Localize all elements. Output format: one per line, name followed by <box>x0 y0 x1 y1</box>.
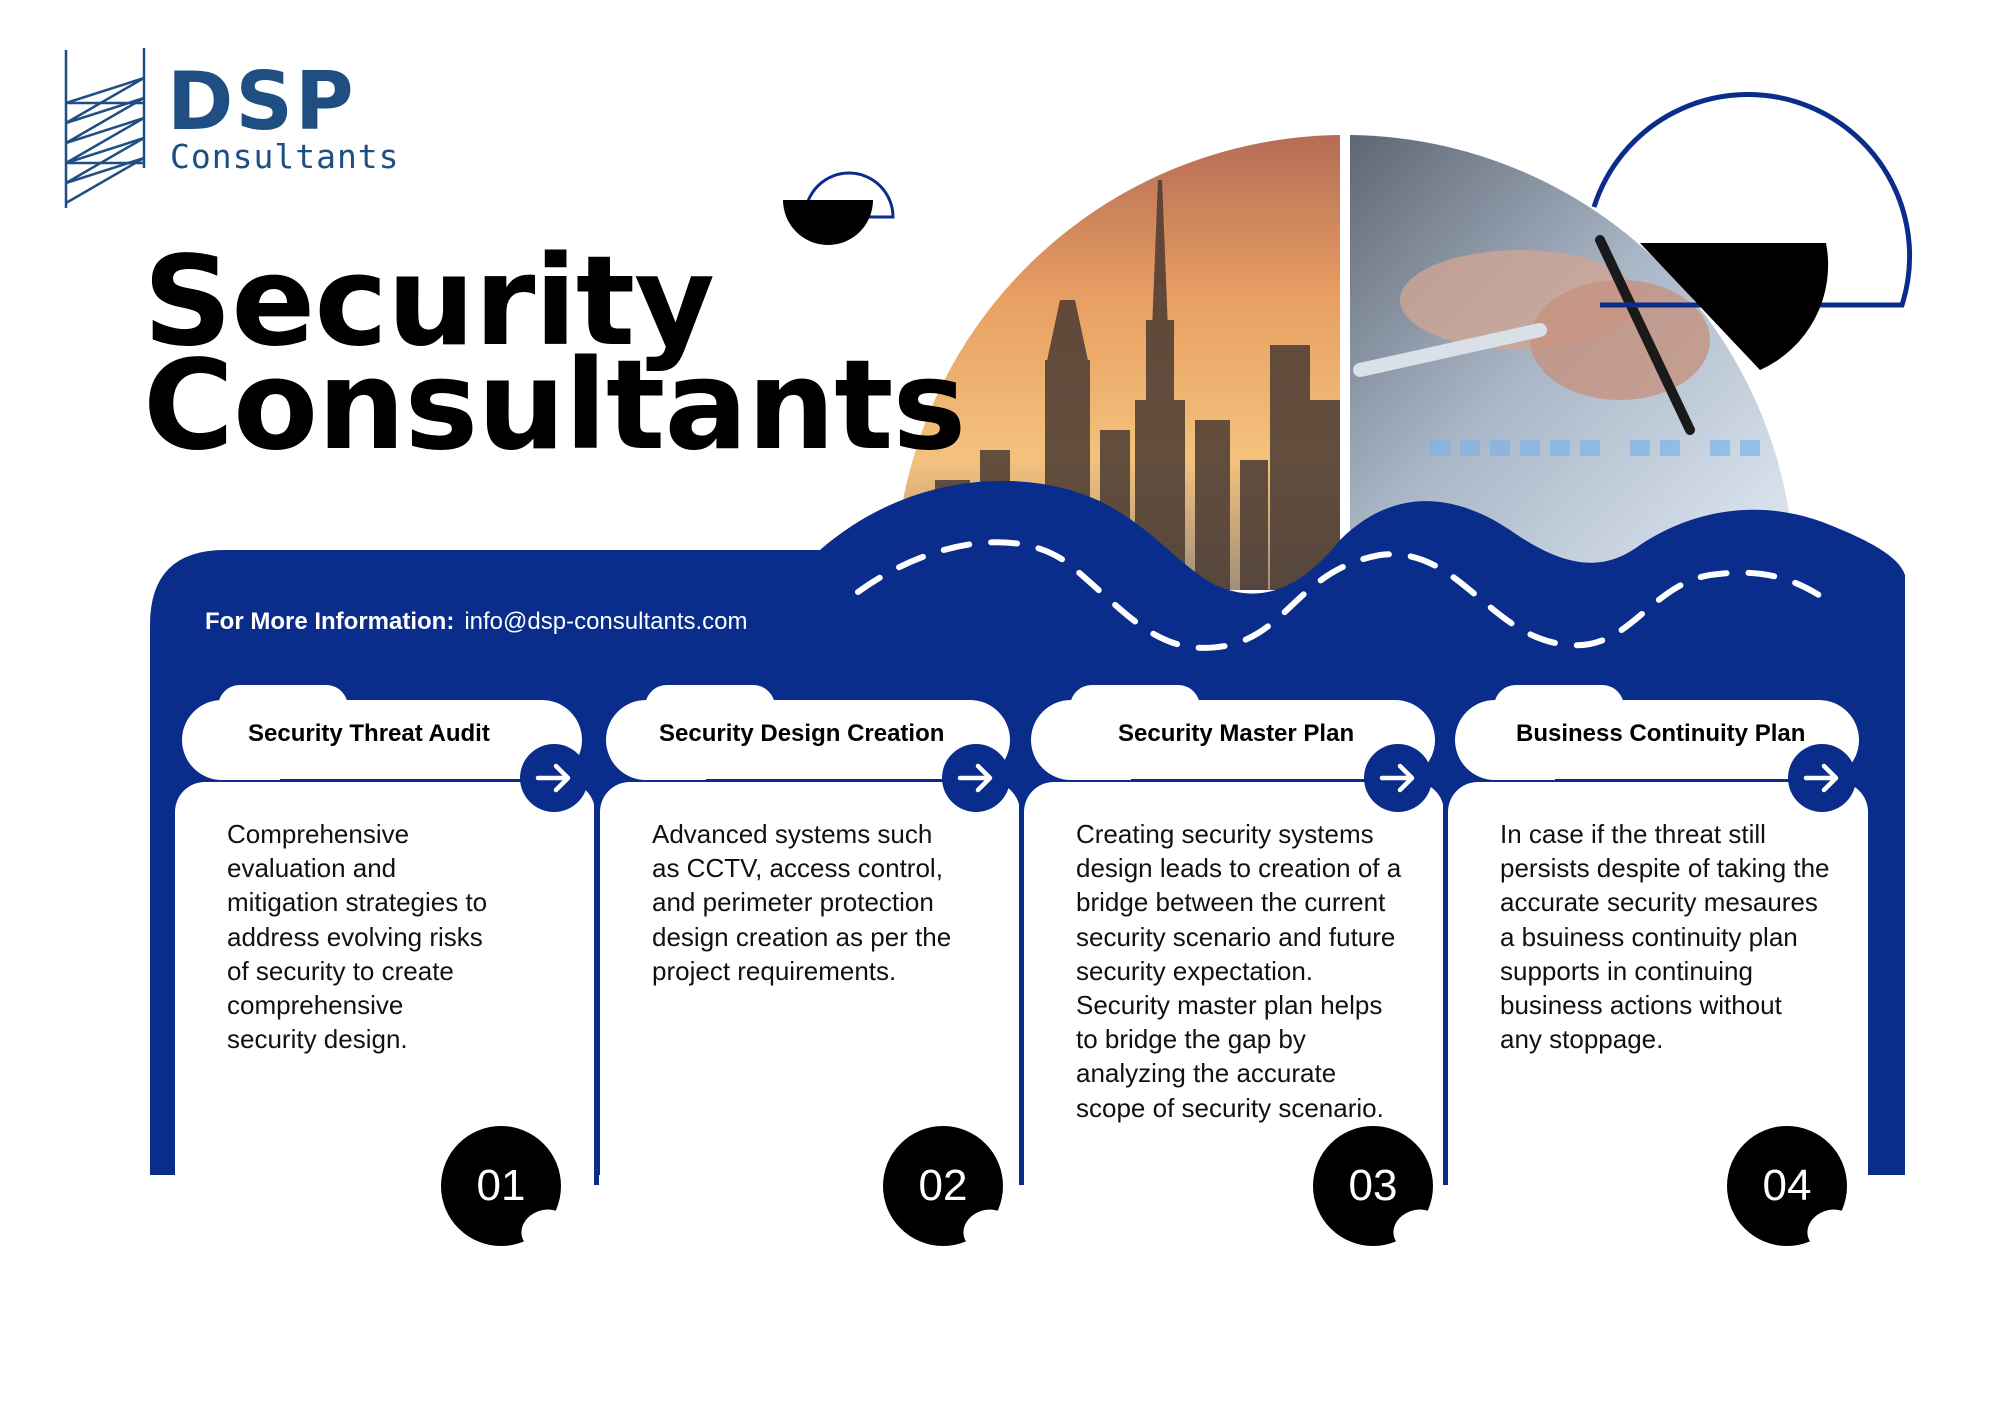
card-4-number: 04 <box>1727 1126 1847 1246</box>
card-2-title: Security Design Creation <box>659 720 945 747</box>
contact-email[interactable]: info@dsp-consultants.com <box>464 608 748 635</box>
contact-info <box>205 608 748 636</box>
card-4-description: In case if the threat still persists despite of taking the accurate security mesaures a bsuiness continuity plan supports in continuing business actions without any stoppage. <box>1500 819 1830 1055</box>
card-3-title: Security Master Plan <box>1118 720 1355 747</box>
logo-wordmark: DSP <box>167 55 356 148</box>
card-1-arrow-button[interactable] <box>520 744 588 812</box>
card-3-number: 03 <box>1313 1126 1433 1246</box>
page-title <box>143 230 966 478</box>
arrow-right-icon <box>1800 756 1844 800</box>
card-4-arrow-button[interactable] <box>1788 744 1856 812</box>
card-3-line <box>1131 779 1401 782</box>
logo-subtitle: Consultants <box>170 137 400 176</box>
title-line-1: Security <box>143 230 714 374</box>
deco-semicircle-small <box>775 165 895 250</box>
title-line-2: Consultants <box>143 334 966 478</box>
contact-label: For More Information: <box>205 608 455 635</box>
arrow-right-icon <box>954 756 998 800</box>
logo-mark-icon <box>62 48 148 208</box>
card-1-title: Security Threat Audit <box>248 720 490 747</box>
card-1-divider <box>594 780 599 1185</box>
arrow-right-icon <box>1376 756 1420 800</box>
card-1-description: Comprehensive evaluation and mitigation strategies to address evolving risks of security to create comprehensive security design. <box>227 819 488 1055</box>
card-2-line <box>706 779 976 782</box>
card-2-arrow-button[interactable] <box>942 744 1010 812</box>
card-1-number: 01 <box>441 1126 561 1246</box>
card-4-line <box>1555 779 1825 782</box>
card-2-number: 02 <box>883 1126 1003 1246</box>
arrow-right-icon <box>532 756 576 800</box>
card-2-description: Advanced systems such as CCTV, access control, and perimeter protection design creation as per the project requirements. <box>652 819 952 986</box>
card-1-line <box>280 779 550 782</box>
card-3-arrow-button[interactable] <box>1364 744 1432 812</box>
card-3-description: Creating security systems design leads to creation of a bridge between the current security scenario and future security expectation. Security master plan helps to bridge the gap by analyzing the accurate scope of security scenario. <box>1076 819 1402 1123</box>
card-4-title: Business Continuity Plan <box>1516 720 1806 747</box>
